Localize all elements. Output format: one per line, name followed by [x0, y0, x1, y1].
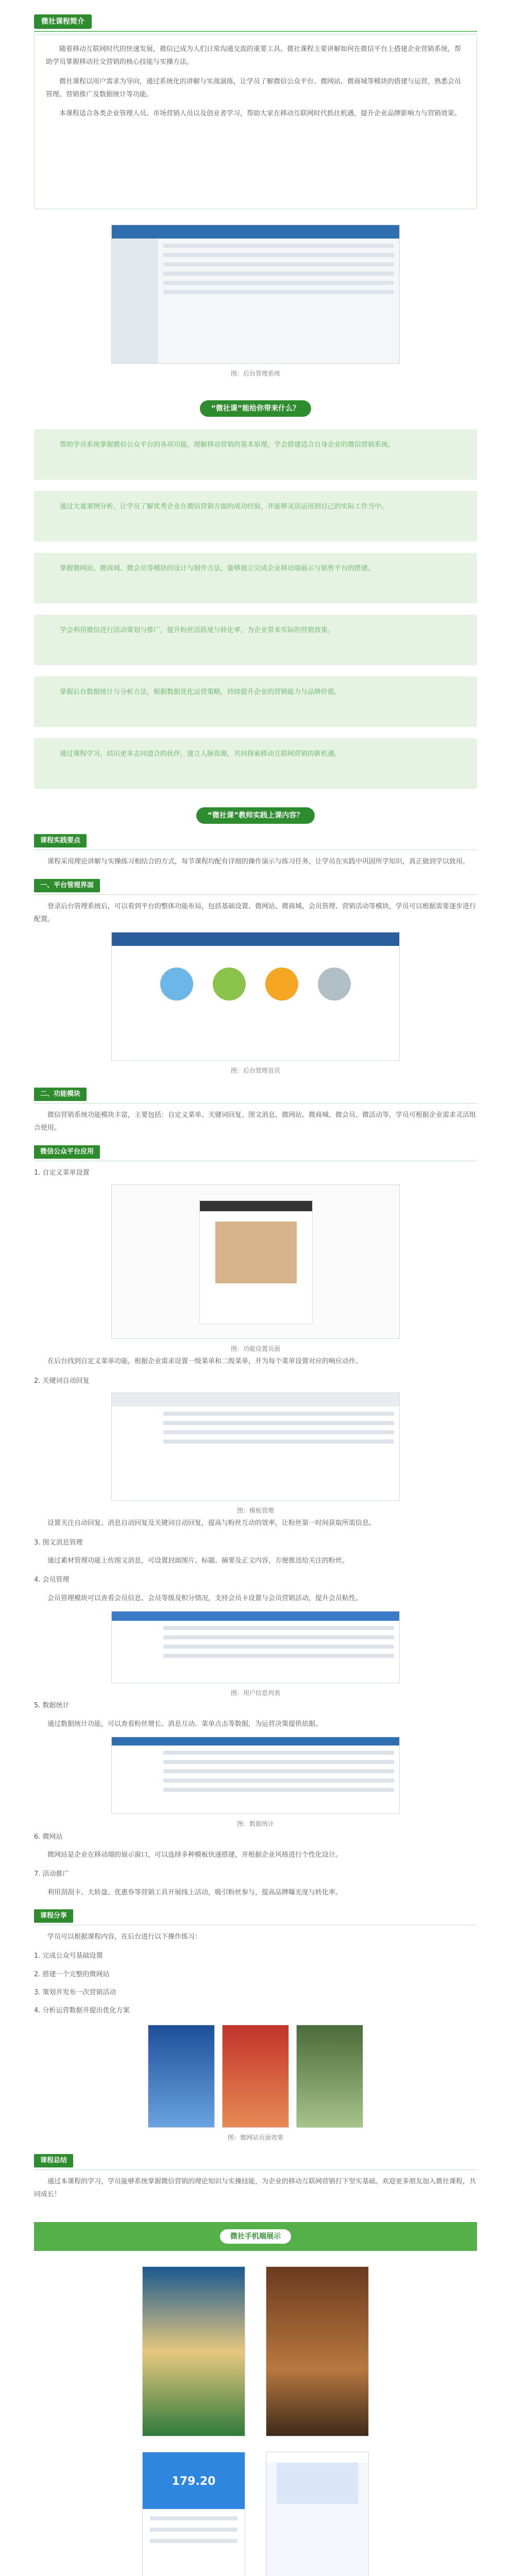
- sub-heading: [34, 834, 477, 850]
- list-item: 1. 完成公众号基础设置: [34, 1952, 103, 1960]
- body-paragraph: 课程采用理论讲解与实操练习相结合的方式，每节课程均配有详细的操作演示与练习任务，让学员在实践中巩固所学知识，真正做到学以致用。: [47, 858, 470, 866]
- list-item: 4. 分析运营数据并提出优化方案: [34, 2007, 130, 2015]
- admin-screenshot: [111, 225, 400, 364]
- body-paragraph: 4. 会员管理: [34, 1576, 70, 1584]
- intro-paragraph: 随着移动互联网时代的快速发展，微信已成为人们日常沟通交流的重要工具。微社课程主要讲解如何在微信平台上搭建企业营销系统，帮助学员掌握移动社交营销的核心技能与实操方法。: [46, 45, 462, 66]
- benefit-text: 通过大量案例分析，让学员了解优秀企业在微信营销方面的成功经验，并能够灵活运用到自己的实际工作当中。: [60, 503, 388, 511]
- body-paragraph: 在后台找到自定义菜单功能，根据企业需求设置一级菜单和二级菜单，并为每个菜单设置对应的响应动作。: [47, 1358, 363, 1366]
- body-paragraph: 7. 活动推广: [34, 1870, 70, 1878]
- sub-heading-label: 课程实践要点: [34, 834, 87, 848]
- benefit-card: [34, 553, 477, 603]
- header-divider: [34, 31, 477, 32]
- sub-heading-label: 微信公众平台应用: [34, 1145, 100, 1159]
- figure-5: [34, 1611, 477, 1699]
- intro-paragraph: 本课程适合各类企业管理人员、市场营销人员以及创业者学习，帮助大家在移动互联网时代抓住机遇，提升企业品牌影响力与营销效果。: [59, 110, 462, 118]
- wallet-screenshot: [142, 2452, 245, 2576]
- figure-caption: 图：模板管理: [236, 1506, 274, 1514]
- section-title: [34, 400, 477, 417]
- header: [34, 0, 477, 34]
- benefit-text: 学会利用微信进行活动策划与推广，提升粉丝活跃度与转化率，为企业带来实际的营销效果。: [60, 626, 335, 635]
- microsite-thumb: [222, 2025, 289, 2128]
- admin-sidebar: [112, 239, 158, 363]
- admin-home-screenshot: [111, 932, 400, 1061]
- benefit-card: [34, 491, 477, 541]
- sub-heading-label: 二、功能模块: [34, 1088, 87, 1101]
- admin-topbar: [112, 225, 399, 239]
- body-paragraph: 3. 图文消息管理: [34, 1538, 83, 1547]
- benefit-card: [34, 615, 477, 665]
- app-screenshot: [266, 2452, 369, 2576]
- sub-heading-label: 一、平台管理界面: [34, 879, 100, 892]
- body-paragraph: 通过本课程的学习，学员能够系统掌握微信营销的理论知识与实操技能，为企业的移动互联网营销打下坚实基础。欢迎更多朋友加入微社课程，共同成长！: [34, 2177, 476, 2199]
- figure-caption: 图：数据统计: [236, 1820, 274, 1828]
- body-paragraph: 设置关注自动回复、消息自动回复及关键词自动回复，提高与粉丝互动的效率，让粉丝第一时间获取所需信息。: [47, 1519, 376, 1528]
- figure-2: [34, 932, 477, 1077]
- sub-heading: [34, 1088, 477, 1104]
- figure-4: [34, 1393, 477, 1517]
- microsite-thumbs: [34, 2025, 477, 2128]
- benefit-text: 掌握后台数据统计与分析方法，根据数据优化运营策略，持续提升企业的营销能力与品牌价值。: [60, 688, 342, 697]
- section-title-label: “微社课”能给你带来什么？: [200, 400, 311, 417]
- figure-caption: 图：后台管理首页: [230, 1067, 280, 1075]
- template-screenshot: [111, 1393, 400, 1501]
- body-paragraph: 通过素材管理功能上传图文消息，可设置封面图片、标题、摘要及正文内容，方便推送给关注的粉丝。: [47, 1557, 349, 1565]
- figure-caption: 图：后台管理系统: [230, 370, 280, 377]
- body-paragraph: 1. 自定义菜单设置: [34, 1168, 90, 1177]
- benefit-text: 帮助学员系统掌握微信公众平台的各项功能，理解移动营销的基本原理，学会搭建适合自身企业的微信营销系统。: [60, 441, 395, 449]
- module-icons: [112, 968, 399, 1001]
- sub-heading-label: 课程总结: [34, 2154, 73, 2167]
- page-title: 微社课程简介: [34, 14, 92, 29]
- sub-heading-label: 课程分享: [34, 1909, 73, 1923]
- bottom-banner-label: 微社手机端展示: [220, 2229, 291, 2244]
- module-icon: [160, 968, 193, 1001]
- phone-preview: [199, 1200, 313, 1324]
- phone-screenshot: [142, 2266, 245, 2436]
- body-paragraph: 5. 数据统计: [34, 1702, 70, 1710]
- body-paragraph: 利用刮刮卡、大转盘、优惠券等营销工具开展线上活动，吸引粉丝参与，提高品牌曝光度与转化率。: [47, 1888, 343, 1896]
- section-title-label: “微社课”教师实践上课内容？: [196, 807, 315, 824]
- figure-caption: 图：微网站页面效果: [227, 2133, 283, 2141]
- microsite-thumb: [148, 2025, 215, 2128]
- benefit-card: [34, 429, 477, 480]
- section-title: [34, 807, 477, 824]
- balance-amount: 179.20: [143, 2452, 245, 2509]
- figure-6: [34, 1737, 477, 1830]
- figure-caption: 图：功能设置页面: [230, 1345, 280, 1352]
- body-paragraph: 会员管理模块可以查看会员信息、会员等级及积分情况，支持会员卡设置与会员营销活动，提升会员粘性。: [47, 1594, 363, 1602]
- content-column: [34, 0, 477, 2576]
- benefit-card: [34, 676, 477, 727]
- body-paragraph: 6. 微网站: [34, 1833, 63, 1841]
- body-paragraph: 2. 关键词自动回复: [34, 1377, 90, 1385]
- module-icon: [213, 968, 246, 1001]
- bottom-banner: [34, 2222, 477, 2251]
- user-list-screenshot: [111, 1611, 400, 1683]
- figure-3: [34, 1184, 477, 1355]
- phone-pair: [34, 2266, 477, 2436]
- list-item: 3. 策划并发布一次营销活动: [34, 1988, 116, 1996]
- body-paragraph: 学员可以根据课程内容，在后台进行以下操作练习：: [47, 1933, 202, 1941]
- figure-7: [34, 2025, 477, 2144]
- figure-1: [34, 225, 477, 380]
- intro-paragraph: 微社课程以用户需求为导向，通过系统化的讲解与实战演练，让学员了解微信公众平台、微网站、微商城等模块的搭建与运营，熟悉会员管理、营销推广及数据统计等功能。: [46, 77, 462, 99]
- body-paragraph: 微网站是企业在移动端的展示窗口，可以选择多种模板快速搭建，并根据企业风格进行个性化设计。: [47, 1851, 343, 1859]
- benefit-card: [34, 738, 477, 789]
- list-item: 2. 搭建一个完整的微网站: [34, 1970, 110, 1978]
- phone-pair: [34, 2452, 477, 2576]
- microsite-thumb: [296, 2025, 363, 2128]
- body-paragraph: 登录后台管理系统后，可以看到平台的整体功能布局，包括基础设置、微网站、微商城、会员管理、营销活动等模块，学员可以根据需要逐步进行配置。: [34, 902, 476, 924]
- sub-heading: [34, 2154, 477, 2170]
- phone-screenshot: [266, 2266, 369, 2436]
- module-icon: [318, 968, 351, 1001]
- stats-screenshot: [111, 1737, 400, 1814]
- body-paragraph: 微信营销系统功能模块丰富，主要包括：自定义菜单、关键词回复、图文消息、微网站、微商城、微会员、微活动等，学员可根据企业需求灵活组合使用。: [34, 1111, 476, 1132]
- benefit-text: 掌握微网站、微商城、微会员等模块的设计与制作方法，能够独立完成企业移动端展示与销售平台的搭建。: [60, 565, 375, 573]
- settings-screenshot: [111, 1184, 400, 1339]
- module-icon: [265, 968, 298, 1001]
- sub-heading: [34, 879, 477, 895]
- preview-image: [215, 1222, 297, 1283]
- figure-caption: 图：用户信息列表: [230, 1689, 280, 1697]
- body-paragraph: 通过数据统计功能，可以查看粉丝增长、消息互动、菜单点击等数据，为运营决策提供依据。: [47, 1720, 322, 1728]
- benefit-text: 通过课程学习，结识更多志同道合的伙伴，建立人脉资源，共同探索移动互联网营销的新机遇。: [60, 750, 342, 758]
- intro-box: [34, 34, 477, 209]
- sub-heading: [34, 1909, 477, 1925]
- sub-heading: [34, 1145, 477, 1161]
